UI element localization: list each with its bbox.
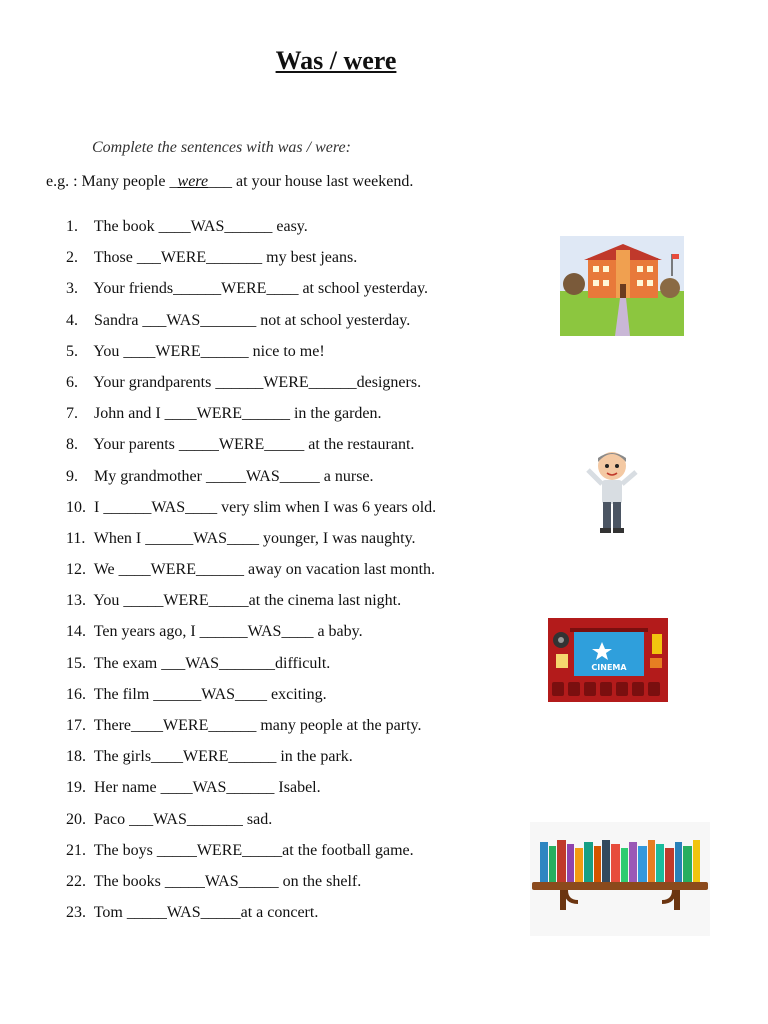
- sentence-number: 8.: [66, 436, 78, 454]
- sentence-text: Your grandparents ______WERE______designers.: [93, 373, 422, 391]
- sentence-text: I ______WAS____ very slim when I was 6 years old.: [94, 498, 437, 516]
- example-answer: were: [177, 173, 209, 190]
- sentence-number: 22.: [66, 872, 86, 890]
- sentence-item: [66, 653, 436, 684]
- sentence-item: [66, 902, 436, 933]
- sentence-item: [66, 746, 436, 777]
- sentence-text: The book ____WAS______ easy.: [93, 218, 308, 235]
- sentence-number: 16.: [66, 685, 86, 703]
- sentence-text: You ____WERE______ nice to me!: [93, 342, 325, 360]
- sentence-number: 15.: [66, 654, 86, 672]
- sentence-number: 2.: [66, 249, 78, 267]
- sentence-item: [66, 777, 436, 808]
- sentence-text: Tom _____WAS_____at a concert.: [93, 904, 319, 922]
- sentence-text: The girls____WERE______ in the park.: [93, 748, 353, 766]
- sentence-item: [66, 559, 436, 590]
- sentence-number: 19.: [66, 779, 86, 797]
- sentence-text: We ____WERE______ away on vacation last month.: [93, 561, 436, 579]
- sentence-text: Your friends______WERE____ at school yesterday.: [93, 280, 429, 298]
- sentence-item: [66, 247, 436, 278]
- sentence-text: Sandra ___WAS_______ not at school yesterday.: [94, 311, 411, 329]
- sentence-text: John and I ____WERE______ in the garden.: [94, 405, 382, 423]
- sentence-item: [66, 216, 436, 247]
- sentence-number: 4.: [66, 311, 78, 329]
- bookshelf-illustration: [530, 822, 710, 936]
- sentence-number: 12.: [66, 561, 86, 579]
- sentence-number: 6.: [66, 373, 78, 391]
- sentence-item: [66, 403, 436, 434]
- boy-illustration: [578, 440, 648, 540]
- sentence-item: [66, 809, 436, 840]
- sentence-item: [66, 341, 436, 372]
- sentence-number: 5.: [66, 342, 78, 360]
- sentence-text: Her name ____WAS______ Isabel.: [94, 779, 321, 797]
- cinema-illustration: [548, 618, 668, 718]
- sentence-text: You _____WERE_____at the cinema last night.: [93, 592, 402, 610]
- sentence-number: 7.: [66, 405, 78, 423]
- sentence-item: [66, 590, 436, 621]
- example-suffix: ___ at your house last weekend.: [208, 173, 414, 190]
- sentence-number: 13.: [66, 592, 86, 610]
- cinema-sign: CINEMA: [591, 663, 627, 672]
- sentence-item: [66, 372, 436, 403]
- sentence-item: [66, 434, 436, 465]
- school-illustration: [560, 236, 684, 336]
- sentence-item: [66, 684, 436, 715]
- sentence-item: [66, 840, 436, 871]
- sentence-number: 1.: [66, 218, 78, 235]
- sentence-text: The exam ___WAS_______difficult.: [93, 654, 331, 672]
- sentence-number: 3.: [66, 280, 78, 298]
- sentence-number: 23.: [66, 904, 86, 922]
- example-prefix: e.g. : Many people _: [46, 173, 178, 190]
- sentence-item: [66, 871, 436, 902]
- sentence-item: [66, 621, 436, 652]
- sentence-number: 10.: [66, 498, 86, 516]
- sentence-text: Your parents _____WERE_____ at the restaurant.: [93, 436, 415, 454]
- sentence-list: [66, 216, 436, 933]
- sentence-item: [66, 528, 436, 559]
- sentence-item: [66, 497, 436, 528]
- worksheet-title: Was / were: [275, 46, 397, 75]
- instruction-text: Complete the sentences with was / were:: [92, 139, 351, 156]
- sentence-item: [66, 715, 436, 746]
- sentence-text: My grandmother _____WAS_____ a nurse.: [94, 467, 374, 485]
- sentence-item: [66, 310, 436, 341]
- sentence-text: The boys _____WERE_____at the football game.: [93, 841, 414, 859]
- sentence-number: 11.: [66, 529, 86, 547]
- sentence-text: The books _____WAS_____ on the shelf.: [93, 872, 362, 890]
- sentence-text: Paco ___WAS_______ sad.: [94, 810, 273, 828]
- sentence-text: When I ______WAS____ younger, I was naughty.: [93, 529, 416, 547]
- sentence-number: 21.: [66, 841, 86, 859]
- sentence-number: 9.: [66, 467, 78, 485]
- sentence-text: The film ______WAS____ exciting.: [93, 685, 327, 703]
- sentence-number: 14.: [66, 623, 86, 641]
- sentence-text: There____WERE______ many people at the party.: [93, 717, 422, 734]
- sentence-number: 20.: [66, 810, 86, 828]
- sentence-text: Those ___WERE_______ my best jeans.: [93, 249, 358, 267]
- example-sentence: [46, 173, 413, 191]
- sentence-number: 18.: [66, 748, 86, 766]
- sentence-number: 17.: [66, 717, 86, 734]
- sentence-item: [66, 278, 436, 309]
- sentence-text: Ten years ago, I ______WAS____ a baby.: [93, 623, 363, 641]
- sentence-item: [66, 466, 436, 497]
